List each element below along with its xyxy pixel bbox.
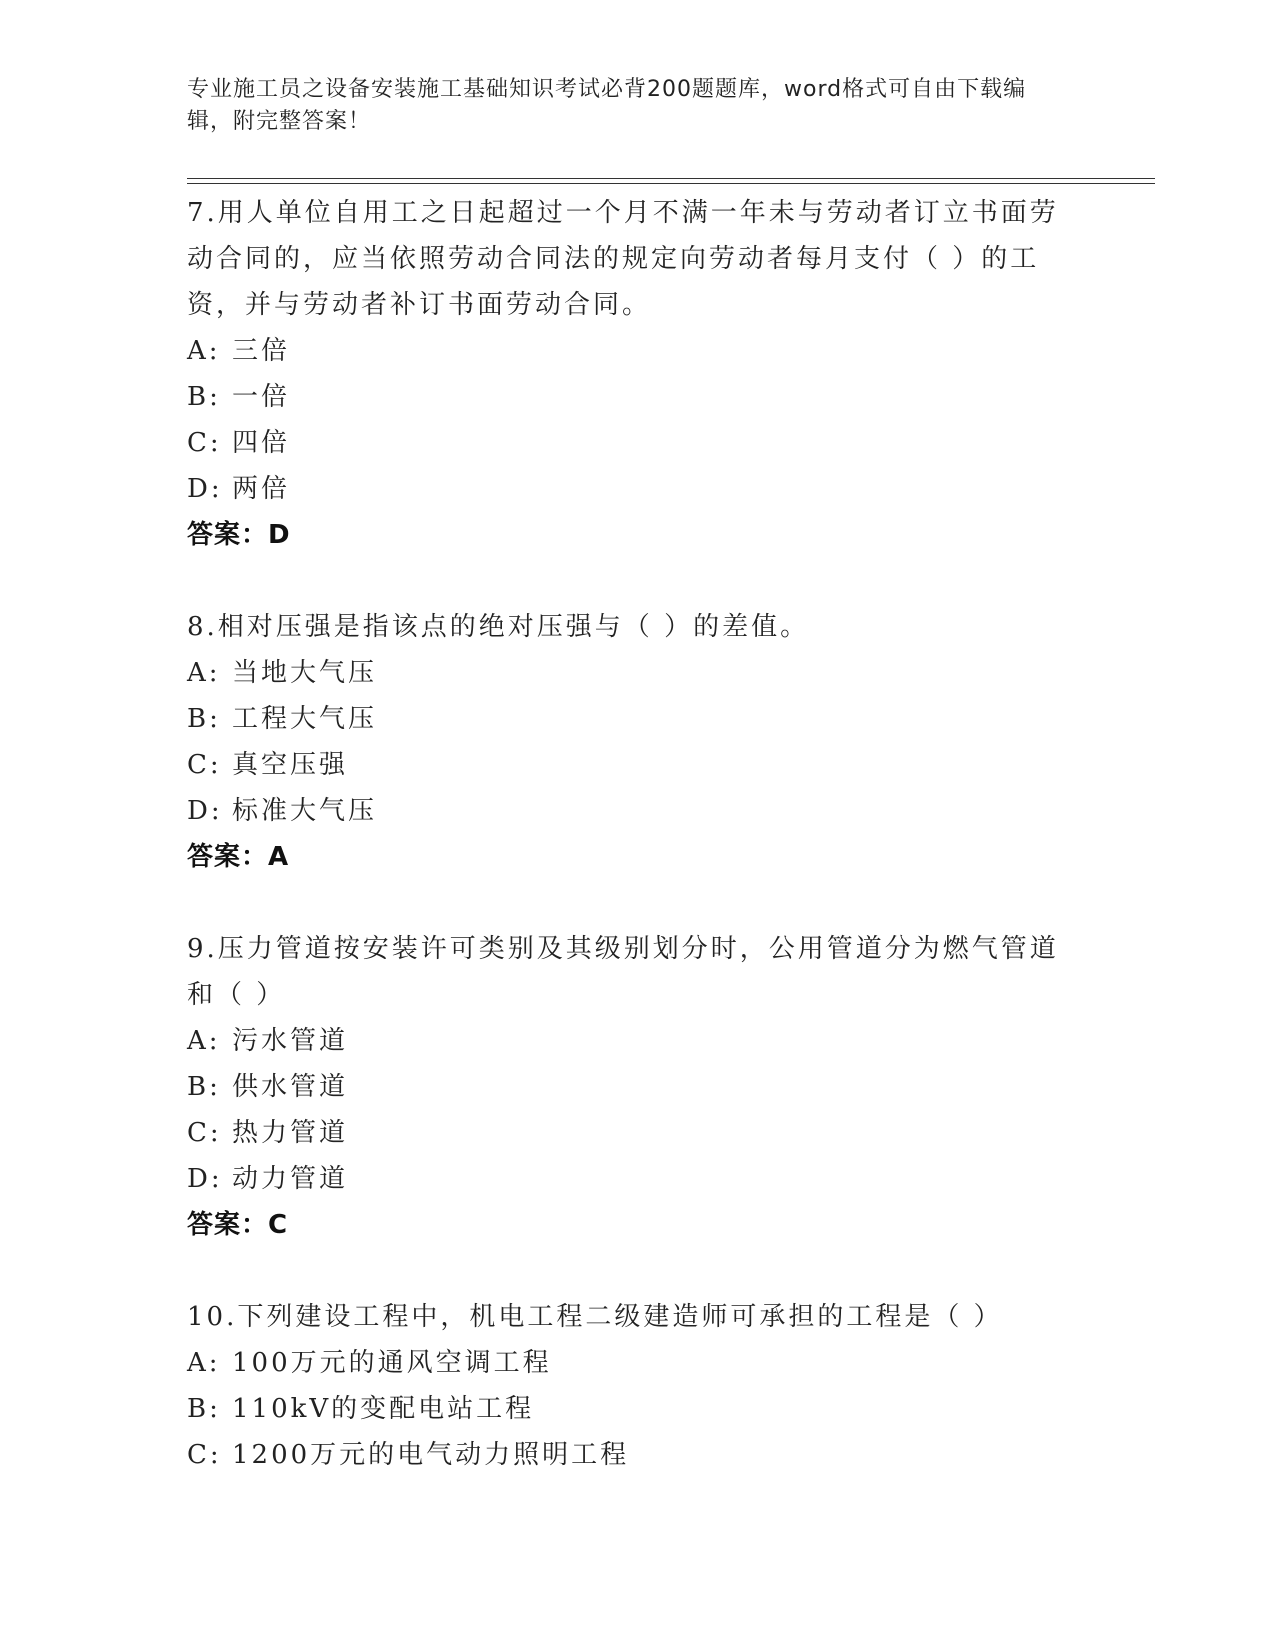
- option-a: [187, 328, 1087, 374]
- option-text: 110kV的变配电站工程: [232, 1394, 535, 1424]
- question-spacer: [187, 880, 1087, 926]
- option-text: 当地大气压: [232, 658, 378, 688]
- option-text: 三倍: [232, 336, 291, 366]
- option-letter: A:: [187, 658, 221, 688]
- option-letter: B:: [187, 1394, 221, 1424]
- answer-line: 答案：D: [187, 520, 291, 550]
- option-d: [187, 1156, 1087, 1202]
- question-stem: 8.相对压强是指该点的绝对压强与（ ）的差值。: [187, 612, 810, 642]
- option-letter: D:: [187, 1164, 223, 1194]
- option-text: 1200万元的电气动力照明工程: [232, 1440, 630, 1470]
- answer-line: 答案：A: [187, 842, 290, 872]
- document-header: 专业施工员之设备安装施工基础知识考试必背200题题库，word格式可自由下载编辑，附完整答案！: [187, 77, 1027, 134]
- question-stem: 10.下列建设工程中，机电工程二级建造师可承担的工程是（ ）: [187, 1302, 1003, 1332]
- question-10: [187, 1294, 1087, 1478]
- question-7: [187, 190, 1087, 558]
- option-b: [187, 374, 1087, 420]
- option-c: [187, 1432, 1087, 1478]
- option-text: 两倍: [232, 474, 291, 504]
- option-letter: A:: [187, 1026, 221, 1056]
- header-rule-bottom: [187, 183, 1155, 184]
- question-stem: 7.用人单位自用工之日起超过一个月不满一年未与劳动者订立书面劳动合同的，应当依照劳动合同法的规定向劳动者每月支付（ ）的工资，并与劳动者补订书面劳动合同。: [187, 198, 1059, 320]
- option-text: 工程大气压: [232, 704, 378, 734]
- option-text: 标准大气压: [232, 796, 378, 826]
- option-c: [187, 742, 1087, 788]
- answer-line: 答案：C: [187, 1210, 289, 1240]
- option-letter: B:: [187, 704, 221, 734]
- question-8: [187, 604, 1087, 880]
- option-d: [187, 466, 1087, 512]
- option-letter: C:: [187, 750, 222, 780]
- option-b: [187, 1386, 1087, 1432]
- option-letter: B:: [187, 1072, 221, 1102]
- question-list: [187, 190, 1087, 1478]
- option-letter: D:: [187, 796, 223, 826]
- option-text: 热力管道: [232, 1118, 349, 1148]
- option-text: 供水管道: [232, 1072, 349, 1102]
- option-letter: C:: [187, 428, 222, 458]
- option-letter: D:: [187, 474, 223, 504]
- option-letter: A:: [187, 336, 221, 366]
- option-text: 污水管道: [232, 1026, 349, 1056]
- option-d: [187, 788, 1087, 834]
- question-spacer: [187, 558, 1087, 604]
- header-rule-top: [187, 178, 1155, 179]
- option-text: 动力管道: [232, 1164, 349, 1194]
- option-letter: B:: [187, 382, 221, 412]
- question-spacer: [187, 1248, 1087, 1294]
- question-9: [187, 926, 1087, 1248]
- option-a: [187, 650, 1087, 696]
- question-stem: 9.压力管道按安装许可类别及其级别划分时，公用管道分为燃气管道和（ ）: [187, 934, 1059, 1010]
- option-text: 真空压强: [232, 750, 349, 780]
- option-letter: A:: [187, 1348, 221, 1378]
- option-letter: C:: [187, 1118, 222, 1148]
- option-text: 四倍: [232, 428, 291, 458]
- option-b: [187, 1064, 1087, 1110]
- option-c: [187, 1110, 1087, 1156]
- option-c: [187, 420, 1087, 466]
- option-text: 一倍: [232, 382, 291, 412]
- option-b: [187, 696, 1087, 742]
- option-a: [187, 1340, 1087, 1386]
- option-letter: C:: [187, 1440, 222, 1470]
- option-text: 100万元的通风空调工程: [232, 1348, 552, 1378]
- option-a: [187, 1018, 1087, 1064]
